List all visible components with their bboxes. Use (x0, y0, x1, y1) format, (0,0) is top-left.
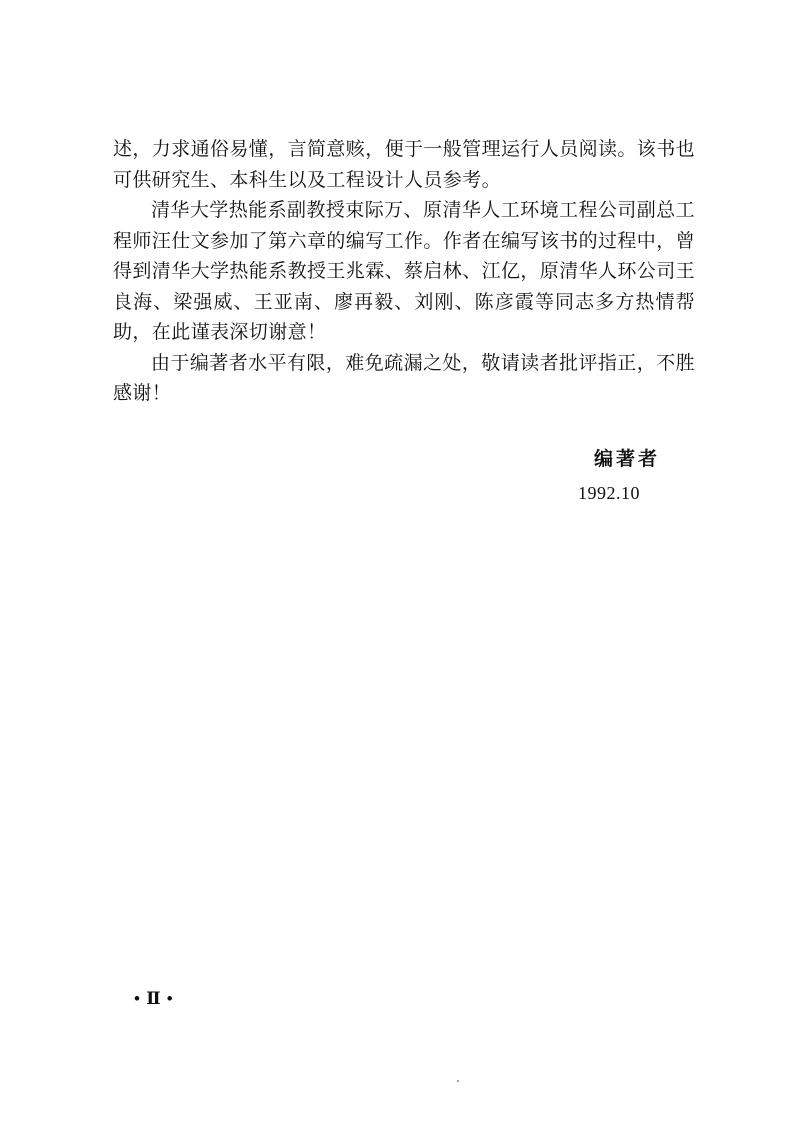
paragraph-acknowledgement: 清华大学热能系副教授束际万、原清华人工环境工程公司副总工程师汪仕文参加了第六章的编写工作。作者在编写该书的过程中，曾得到清华大学热能系教授王兆霖、蔡启林、江亿，原清华人环公司王良海、梁强威、王亚南、廖再毅、刘刚、陈彦霞等同志多方热情帮助，在此谨表深切谢意！ (113, 199, 696, 343)
preface-body (113, 134, 695, 409)
signature-date: 1992.10 (578, 483, 640, 503)
paragraph-continuation: 述，力求通俗易懂，言简意赅，便于一般管理运行人员阅读。该书也可供研究生、本科生以及工程设计人员参考。 (113, 138, 696, 191)
page-number: • Ⅱ • (134, 989, 174, 1008)
scan-speck (457, 1080, 459, 1082)
author-signature: 编著者 (594, 448, 661, 470)
paragraph-closing: 由于编著者水平有限，难免疏漏之处，敬请读者批评指正，不胜感谢！ (113, 351, 695, 404)
signature-block (578, 444, 698, 508)
